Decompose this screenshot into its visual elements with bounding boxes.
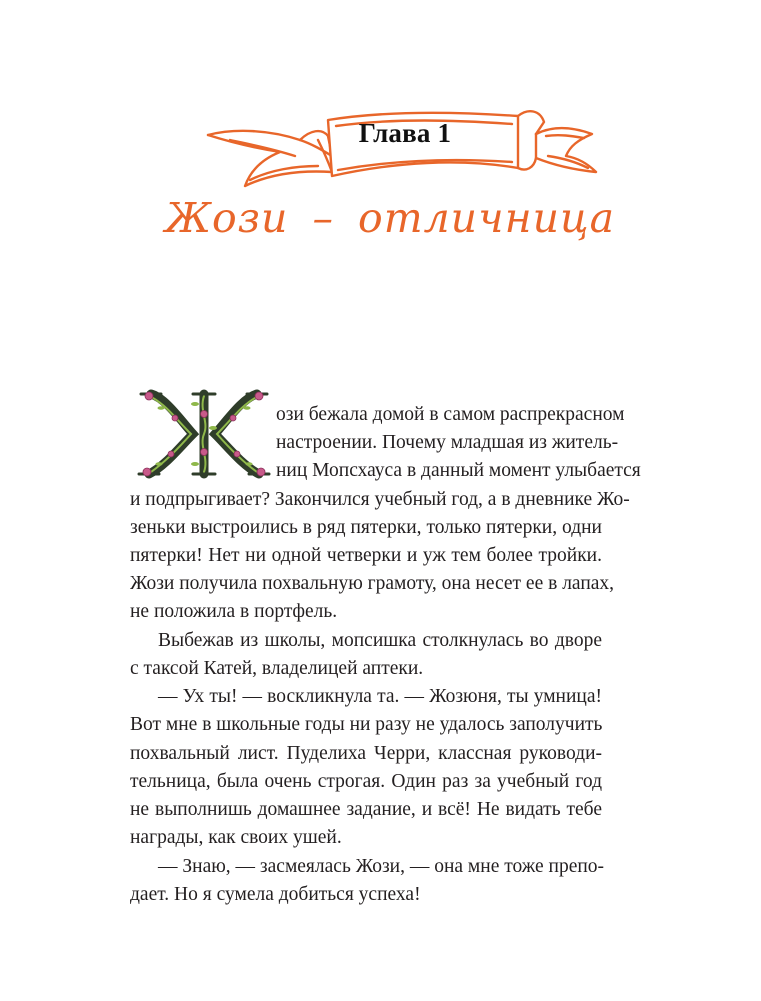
chapter-title: Жози – отличница [164,194,616,242]
text-line: Вот мне в школьные годы ни разу не удалось заполучить [130,714,603,735]
text-line: настроении. Почему младшая из житель- [276,432,619,453]
text-line: не выполнишь домашнее задание, и всё! Не видать тебе [130,799,602,820]
text-line: — Ух ты! — воскликнула та. — Жозюня, ты умница! [158,686,602,707]
text-line: похвальный лист. Пуделиха Черри, классная руководи- [130,743,602,764]
text-line: ниц Мопсхауса в данный момент улыбается [276,460,641,481]
chapter-label: Глава 1 [358,118,452,148]
text-line: зеньки выстроились в ряд пятерки, только пятерки, одни [130,517,602,538]
text-line: награды, как своих ушей. [130,827,342,848]
text-line: тельница, была очень строгая. Один раз за учебный год [130,771,602,792]
text-line: и подпрыгивает? Закончился учебный год, а в дневнике Жо- [130,489,630,510]
text-line: дает. Но я сумела добиться успеха! [130,884,421,905]
text-line: Жози получила похвальную грамоту, она несет ее в лапах, [130,573,615,594]
text-line: пятерки! Нет ни одной четверки и уж тем более тройки. [130,545,602,566]
text-line: ози бежала домой в самом распрекрасном [276,404,625,425]
text-line: с таксой Катей, владелицей аптеки. [130,658,424,679]
text-line: — Знаю, — засмеялась Жози, — она мне тоже препо- [158,856,605,877]
text-line: Выбежав из школы, мопсишка столкнулась во дворе [158,630,602,651]
text-line: не положила в портфель. [130,601,338,622]
dropcap-letter-zhe [135,388,273,480]
